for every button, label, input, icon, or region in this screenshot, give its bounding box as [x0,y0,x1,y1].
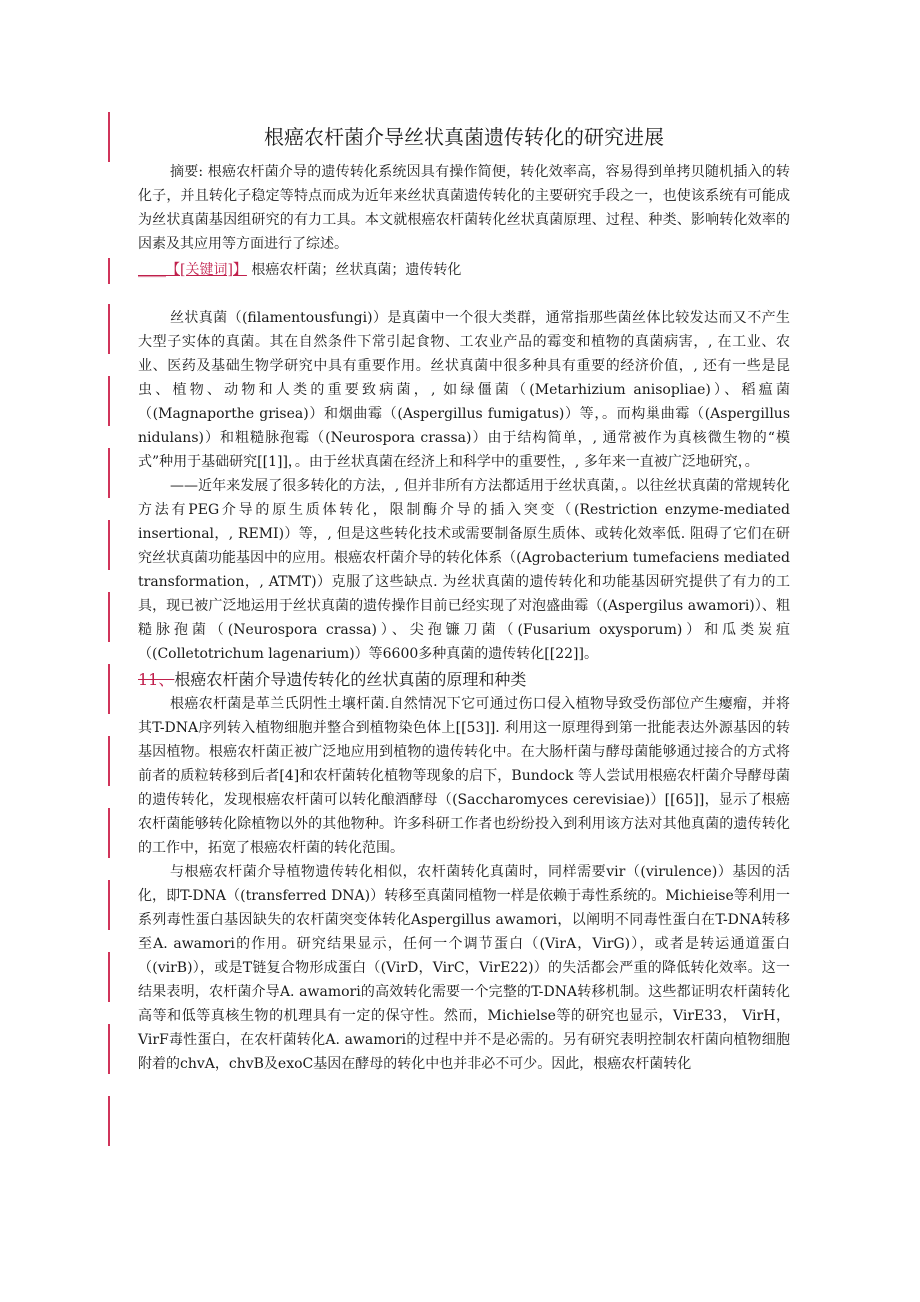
revision-bar-14 [108,1096,110,1146]
abstract: 摘要: 根癌农杆菌介导的遗传转化系统因具有操作简便，转化效率高，容易得到单拷贝随机插入的转化子，并且转化子稳定等特点而成为近年来丝状真菌遗传转化的主要研究手段之一，也使该系统有可能成为丝状真菌基因组研究的有力工具。本文就根癌农杆菌转化丝状真菌原理、过程、种类、影响转化效率的因素及其应用等方面进行了综述。 [138,164,790,252]
document-page [138,112,790,1076]
revision-bar-11 [108,880,110,930]
revision-bar-12 [108,952,110,1002]
revision-bar-7 [108,592,110,642]
revision-bar-4 [108,376,110,426]
intro-paragraph-2: ——近年来发展了很多转化的方法，, 但并非所有方法都适用于丝状真菌，。以往丝状真菌的常规转化方法有PEG介导的原生质体转化，限制酶介导的插入突变（(Restriction enzyme-mediated insertional，, REMI)）等，, 但是这些转化技术或需要制备原生质体、或转化效率低. 阻碍了它们在研究丝状真菌功能基因中的应用。根癌农杆菌介导的转化体系（(Agrobacterium tumefaciens mediated transformation，, ATMT)）克服了这些缺点. 为丝状真菌的遗传转化和功能基因研究提供了有力的工具，现已被广泛地运用于丝状真菌的遗传操作目前已经实现了对泡盛曲霉（(Aspergilus awamori)）、粗糙脉孢菌（(Neurospora crassa)）、尖孢镰刀菌（(Fusarium oxysporum)）和瓜类炭疽（(Colletotrichum lagenarium)）等6600多种真菌的遗传转化[[22]]。 [138,478,790,662]
keywords-label: ____【[关键词]】 [138,262,247,278]
revision-bar-5 [108,448,110,498]
keywords-text: 根癌农杆菌；丝状真菌；遗传转化 [251,262,462,278]
section1-paragraph-2: 与根癌农杆菌介导植物遗传转化相似，农杆菌转化真菌时，同样需要vir（(virulence)）基因的活化，即T-DNA（(transferred DNA)）转移至真菌同植物一样是依赖于毒性系统的。Michieise等利用一系列毒性蛋白基因缺失的农杆菌突变体转化Aspergillus awamori，以阐明不同毒性蛋白在T-DNA转移至A. awamori的作用。研究结果显示，任何一个调节蛋白（(VirA，VirG)），或者是转运通道蛋白（(virB)），或是T链复合物形成蛋白（(VirD，VirC，VirE22)）的失活都会严重的降低转化效率。这一结果表明，农杆菌介导A. awamori的高效转化需要一个完整的T-DNA转移机制。这些都证明农杆菌转化高等和低等真核生物的机理具有一定的保守性。然而，Michielse等的研究也显示，VirE33， VirH，VirF毒性蛋白，在农杆菌转化A. awamori的过程中并不是必需的。另有研究表明控制农杆菌向植物细胞附着的chvA，chvB及exoC基因在酵母的转化中也并非必不可少。因此，根癌农杆菌转化 [138,864,790,1072]
revision-bar-1 [108,112,110,162]
revision-bar-10 [108,808,110,858]
revision-bar-9 [108,736,110,786]
revision-bar-13 [108,1024,110,1074]
revision-bar-3 [108,304,110,354]
section-number: 11、 [138,670,175,689]
revision-bar-6 [108,520,110,570]
revision-bar-2 [108,258,110,284]
section-title: 根癌农杆菌介导遗传转化的丝状真菌的原理和种类 [174,670,527,689]
section-heading-1 [138,668,790,692]
section1-paragraph-1: 根癌农杆菌是革兰氏阴性土壤杆菌.自然情况下它可通过伤口侵入植物导致受伤部位产生瘿瘤，并将其T-DNA序列转入植物细胞并整合到植物染色体上[[53]]. 利用这一原理得到第一批能表达外源基因的转基因植物。根癌农杆菌正被广泛地应用到植物的遗传转化中。在大肠杆菌与酵母菌能够通过接合的方式将前者的质粒转移到后者[4]和农杆菌转化植物等现象的启下，Bundock 等人尝试用根癌农杆菌介导酵母菌的遗传转化，发现根癌农杆菌可以转化酿酒酵母（(Saccharomyces cerevisiae)）[[65]]，显示了根癌农杆菌能够转化除植物以外的其他物种。许多科研工作者也纷纷投入到利用该方法对其他真菌的遗传转化的工作中，拓宽了根癌农杆菌的转化范围。 [138,696,790,856]
revision-bar-8 [108,664,110,714]
keywords-line [138,258,790,282]
document-title: 根癌农杆菌介导丝状真菌遗传转化的研究进展 [264,125,664,149]
intro-paragraph-1: 丝状真菌（(filamentousfungi)）是真菌中一个很大类群，通常指那些菌丝体比较发达而又不产生大型子实体的真菌。其在自然条件下常引起食物、工农业产品的霉变和植物的真菌病害，, 在工业、农业、医药及基础生物学研究中具有重要作用。丝状真菌中很多种具有重要的经济价值，, 还有一些是昆虫、植物、动物和人类的重要致病菌，, 如绿僵菌（(Metarhizium anisopliae)）、稻瘟菌（(Magnaporthe grisea)）和烟曲霉（(Aspergillus fumigatus)）等，。而构巢曲霉（(Aspergillus nidulans)）和粗糙脉孢霉（(Neurospora crassa)）由于结构简单，, 通常被作为真核微生物的“模式”种用于基础研究[[1]]，。由于丝状真菌在经济上和科学中的重要性，, 多年来一直被广泛地研究，。 [138,310,790,470]
